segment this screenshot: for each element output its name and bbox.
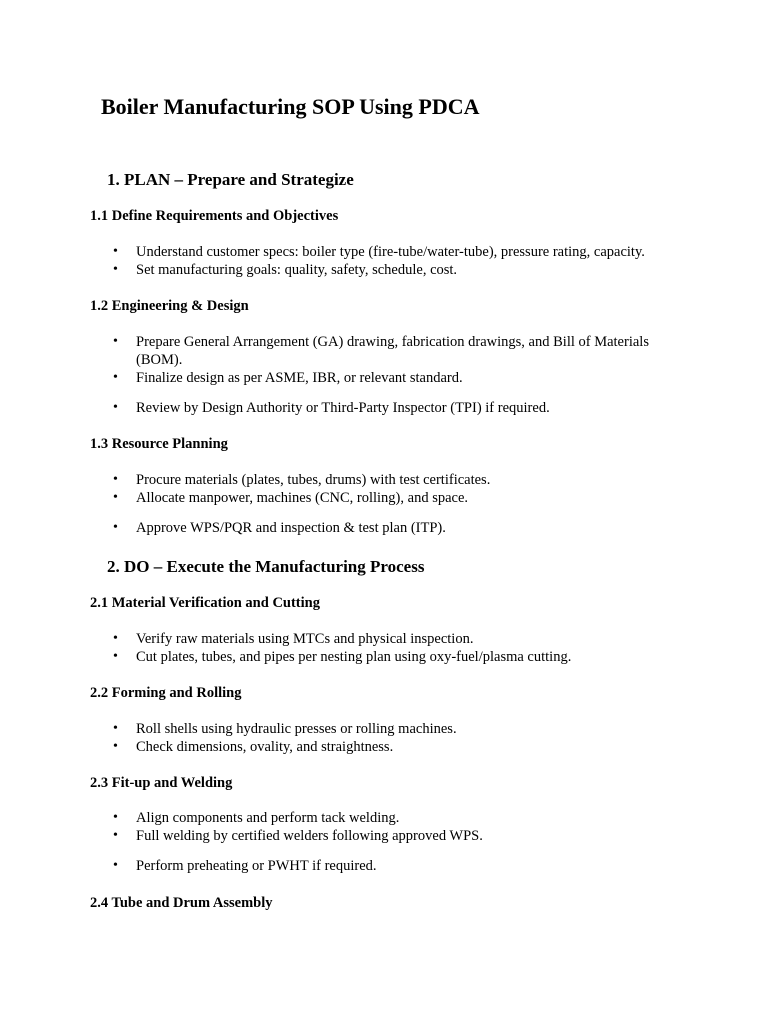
list-item — [0, 243, 676, 261]
bullet-list-2-3 — [0, 809, 768, 875]
bullet-list-1-1 — [0, 243, 768, 279]
bullet-list-2-2 — [0, 720, 768, 756]
list-item — [0, 827, 676, 845]
list-item-text: Procure materials (plates, tubes, drums) with test certificates. — [136, 472, 491, 488]
bullet-icon: • — [113, 810, 118, 825]
subsection-heading-2-3: 2.3 Fit-up and Welding — [90, 775, 233, 791]
subsection-heading-2-1: 2.1 Material Verification and Cutting — [90, 595, 320, 611]
list-item — [0, 369, 676, 387]
list-item — [0, 720, 676, 738]
list-item — [0, 857, 676, 875]
bullet-icon: • — [113, 721, 118, 736]
list-item-text: Full welding by certified welders following approved WPS. — [136, 828, 483, 844]
list-item-text: Review by Design Authority or Third-Party Inspector (TPI) if required. — [136, 400, 550, 416]
list-item — [0, 738, 676, 756]
document-title: Boiler Manufacturing SOP Using PDCA — [101, 94, 480, 119]
bullet-icon: • — [113, 244, 118, 259]
list-item — [0, 399, 676, 417]
bullet-list-1-3 — [0, 471, 768, 537]
list-item — [0, 489, 676, 507]
bullet-icon: • — [113, 631, 118, 646]
bullet-icon: • — [113, 828, 118, 843]
bullet-icon: • — [113, 262, 118, 277]
subsection-heading-1-2: 1.2 Engineering & Design — [90, 298, 249, 314]
list-item-text: Prepare General Arrangement (GA) drawing, fabrication drawings, and Bill of Materials (BOM). — [136, 334, 649, 368]
list-item-text: Cut plates, tubes, and pipes per nesting plan using oxy-fuel/plasma cutting. — [136, 649, 572, 665]
section-heading-do: 2. DO – Execute the Manufacturing Process — [107, 557, 425, 576]
bullet-list-2-1 — [0, 630, 768, 666]
bullet-icon: • — [113, 490, 118, 505]
bullet-icon: • — [113, 334, 118, 349]
list-item-text: Finalize design as per ASME, IBR, or relevant standard. — [136, 370, 463, 386]
list-item-text: Allocate manpower, machines (CNC, rolling), and space. — [136, 490, 469, 506]
list-item — [0, 261, 676, 279]
list-item-text: Roll shells using hydraulic presses or rolling machines. — [136, 721, 457, 737]
subsection-heading-2-2: 2.2 Forming and Rolling — [90, 685, 242, 701]
bullet-list-1-2 — [0, 333, 768, 417]
list-item-text: Verify raw materials using MTCs and physical inspection. — [136, 631, 474, 647]
list-item-text: Perform preheating or PWHT if required. — [136, 858, 377, 874]
bullet-icon: • — [113, 370, 118, 385]
bullet-icon: • — [113, 472, 118, 487]
bullet-icon: • — [113, 739, 118, 754]
list-item-text: Align components and perform tack welding. — [136, 810, 400, 826]
list-item — [0, 630, 676, 648]
subsection-heading-2-4: 2.4 Tube and Drum Assembly — [90, 895, 273, 911]
list-item-text: Understand customer specs: boiler type (fire-tube/water-tube), pressure rating, capacity. — [136, 244, 645, 260]
subsection-heading-1-1: 1.1 Define Requirements and Objectives — [90, 208, 339, 224]
bullet-icon: • — [113, 649, 118, 664]
list-item — [0, 471, 676, 489]
subsection-heading-1-3: 1.3 Resource Planning — [90, 436, 228, 452]
list-item-text: Approve WPS/PQR and inspection & test plan (ITP). — [136, 520, 446, 536]
list-item — [0, 333, 676, 369]
bullet-icon: • — [113, 520, 118, 535]
bullet-icon: • — [113, 858, 118, 873]
list-item-text: Check dimensions, ovality, and straightness. — [136, 739, 394, 755]
list-item-text: Set manufacturing goals: quality, safety, schedule, cost. — [136, 262, 458, 278]
section-heading-plan: 1. PLAN – Prepare and Strategize — [107, 170, 354, 189]
bullet-icon: • — [113, 400, 118, 415]
list-item — [0, 519, 676, 537]
list-item — [0, 648, 676, 666]
list-item — [0, 809, 676, 827]
